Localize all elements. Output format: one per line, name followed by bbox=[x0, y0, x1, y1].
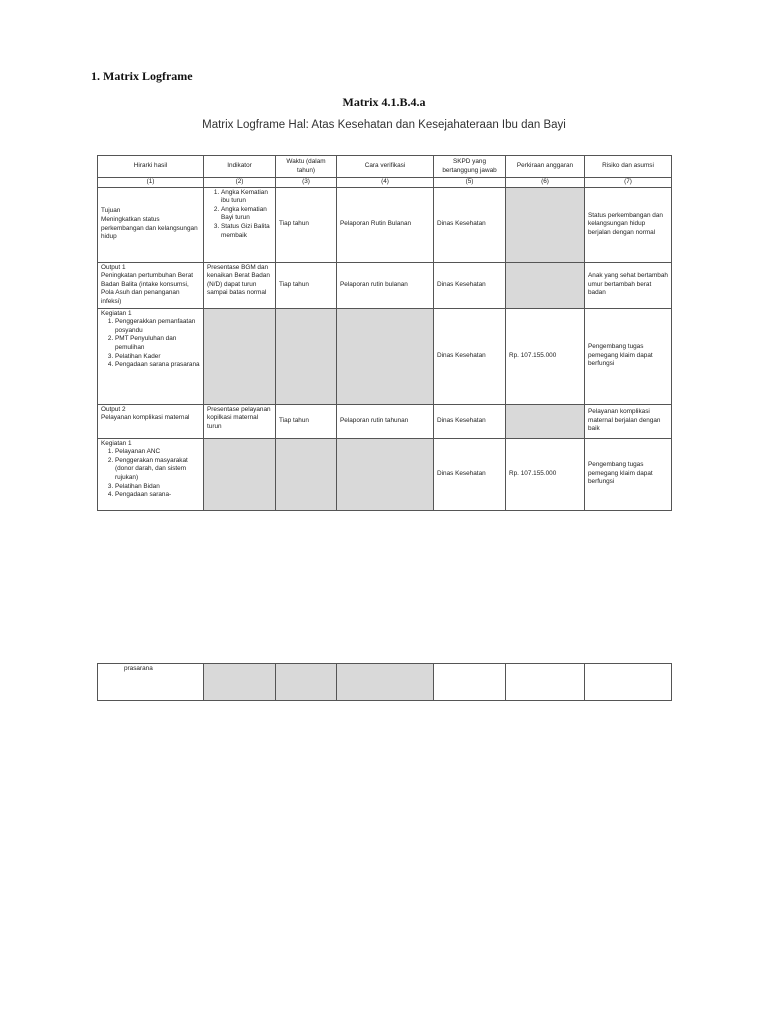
indikator-list bbox=[207, 189, 272, 241]
skpd-cell-empty bbox=[434, 664, 506, 701]
hirarki-label: Output 2 bbox=[101, 405, 126, 413]
waktu-cell: Tiap tahun bbox=[276, 187, 337, 262]
verifikasi-cell-empty bbox=[337, 664, 434, 701]
risiko-cell: Pelayanan komplikasi maternal berjalan dengan baik bbox=[585, 404, 672, 438]
list-item: 1. Penggerakkan pemanfaatan posyandu bbox=[115, 318, 200, 335]
list-item: 1. Pelayanan ANC bbox=[115, 448, 200, 457]
skpd-cell: Dinas Kesehatan bbox=[434, 262, 506, 308]
hirarki-label: Kegiatan 1 bbox=[101, 439, 132, 447]
hirarki-label: Output 1 bbox=[101, 263, 126, 271]
table-row-output-1 bbox=[98, 262, 672, 308]
logframe-table bbox=[97, 155, 672, 511]
verifikasi-cell-empty bbox=[337, 438, 434, 510]
table-row-tujuan bbox=[98, 187, 672, 262]
column-number: (4) bbox=[337, 178, 434, 188]
hirarki-cell bbox=[98, 187, 204, 262]
waktu-cell: Tiap tahun bbox=[276, 404, 337, 438]
skpd-cell: Dinas Kesehatan bbox=[434, 308, 506, 404]
risiko-cell-empty bbox=[585, 664, 672, 701]
table-row-kegiatan-2 bbox=[98, 438, 672, 510]
list-item: 4. Pengadaan sarana- bbox=[115, 491, 200, 500]
logframe-table-continuation bbox=[97, 663, 672, 701]
kegiatan-list bbox=[101, 448, 200, 500]
column-number: (1) bbox=[98, 178, 204, 188]
waktu-cell: Tiap tahun bbox=[276, 262, 337, 308]
risiko-cell: Pengembang tugas pemegang klaim dapat berfungsi bbox=[585, 438, 672, 510]
skpd-cell: Dinas Kesehatan bbox=[434, 187, 506, 262]
anggaran-cell bbox=[506, 187, 585, 262]
column-number: (6) bbox=[506, 178, 585, 188]
indikator-cell-empty bbox=[204, 438, 276, 510]
hirarki-cell bbox=[98, 404, 204, 438]
verifikasi-cell-empty bbox=[337, 308, 434, 404]
indikator-cell: Presentase BGM dan kenaikan Berat Badan (N/D) dapat turun sampai batas normal bbox=[204, 262, 276, 308]
matrix-title: Matrix 4.1.B.4.a bbox=[342, 95, 426, 109]
header-cell: Cara verifikasi bbox=[337, 156, 434, 178]
verifikasi-cell: Pelaporan Rutin Bulanan bbox=[337, 187, 434, 262]
indikator-cell: Presentase pelayanan kopilkasi maternal turun bbox=[204, 404, 276, 438]
column-number: (7) bbox=[585, 178, 672, 188]
column-number: (2) bbox=[204, 178, 276, 188]
hirarki-cell bbox=[98, 262, 204, 308]
kegiatan-list bbox=[101, 318, 200, 370]
anggaran-cell: Rp. 107.155.000 bbox=[506, 308, 585, 404]
list-item: 4. Pengadaan sarana prasarana bbox=[115, 361, 200, 370]
table-row-continuation bbox=[98, 664, 672, 701]
hirarki-cell bbox=[98, 438, 204, 510]
waktu-cell-empty bbox=[276, 438, 337, 510]
anggaran-cell bbox=[506, 404, 585, 438]
hirarki-text: Meningkatkan status perkembangan dan kelangsungan hidup bbox=[101, 216, 198, 241]
column-number: (3) bbox=[276, 178, 337, 188]
risiko-cell: Pengembang tugas pemegang klaim dapat berfungsi bbox=[585, 308, 672, 404]
header-row bbox=[98, 156, 672, 178]
list-item: 1. Angka Kematian ibu turun bbox=[221, 189, 272, 206]
hirarki-label: Tujuan bbox=[101, 207, 121, 215]
list-item: 2. Angka kematian Bayi turun bbox=[221, 206, 272, 223]
risiko-cell: Status perkembangan dan kelangsungan hidup berjalan dengan normal bbox=[585, 187, 672, 262]
verifikasi-cell: Pelaporan rutin bulanan bbox=[337, 262, 434, 308]
anggaran-cell: Rp. 107.155.000 bbox=[506, 438, 585, 510]
header-cell: Perkiraan anggaran bbox=[506, 156, 585, 178]
column-number: (5) bbox=[434, 178, 506, 188]
header-cell: Waktu (dalam tahun) bbox=[276, 156, 337, 178]
indikator-cell-empty bbox=[204, 664, 276, 701]
risiko-cell: Anak yang sehat bertambah umur bertambah berat badan bbox=[585, 262, 672, 308]
header-cell: SKPD yang bertanggung jawab bbox=[434, 156, 506, 178]
table-row-kegiatan-1 bbox=[98, 308, 672, 404]
list-item: 3. Pelatihan Bidan bbox=[115, 483, 200, 492]
list-item: 3. Pelatihan Kader bbox=[115, 353, 200, 362]
skpd-cell: Dinas Kesehatan bbox=[434, 404, 506, 438]
matrix-subtitle: Matrix Logframe Hal: Atas Kesehatan dan Kesejahateraan Ibu dan Bayi bbox=[202, 119, 566, 131]
header-cell: Hirarki hasil bbox=[98, 156, 204, 178]
table-row-output-2 bbox=[98, 404, 672, 438]
hirarki-cell bbox=[98, 308, 204, 404]
hirarki-text: Pelayanan komplikasi maternal bbox=[101, 414, 190, 422]
waktu-cell-empty bbox=[276, 308, 337, 404]
list-item: 2. Penggerakan masyarakat (donor darah, dan sistem rujukan) bbox=[115, 457, 200, 483]
verifikasi-cell: Pelaporan rutin tahunan bbox=[337, 404, 434, 438]
hirarki-text: Peningkatan pertumbuhan Berat Badan Balita (intake konsumsi, Pola Asuh dan penanganan infeksi) bbox=[101, 272, 194, 305]
skpd-cell: Dinas Kesehatan bbox=[434, 438, 506, 510]
list-item: 3. Status Gizi Balita membaik bbox=[221, 223, 272, 240]
header-cell: Indikator bbox=[204, 156, 276, 178]
header-cell: Risiko dan asumsi bbox=[585, 156, 672, 178]
column-number-row bbox=[98, 178, 672, 188]
anggaran-cell bbox=[506, 262, 585, 308]
list-item: 2. PMT Penyuluhan dan pemulihan bbox=[115, 335, 200, 352]
anggaran-cell-empty bbox=[506, 664, 585, 701]
indikator-cell-empty bbox=[204, 308, 276, 404]
indikator-cell bbox=[204, 187, 276, 262]
section-heading: 1. Matrix Logframe bbox=[91, 69, 193, 83]
hirarki-cell: prasarana bbox=[98, 664, 204, 701]
waktu-cell-empty bbox=[276, 664, 337, 701]
hirarki-label: Kegiatan 1 bbox=[101, 309, 132, 317]
